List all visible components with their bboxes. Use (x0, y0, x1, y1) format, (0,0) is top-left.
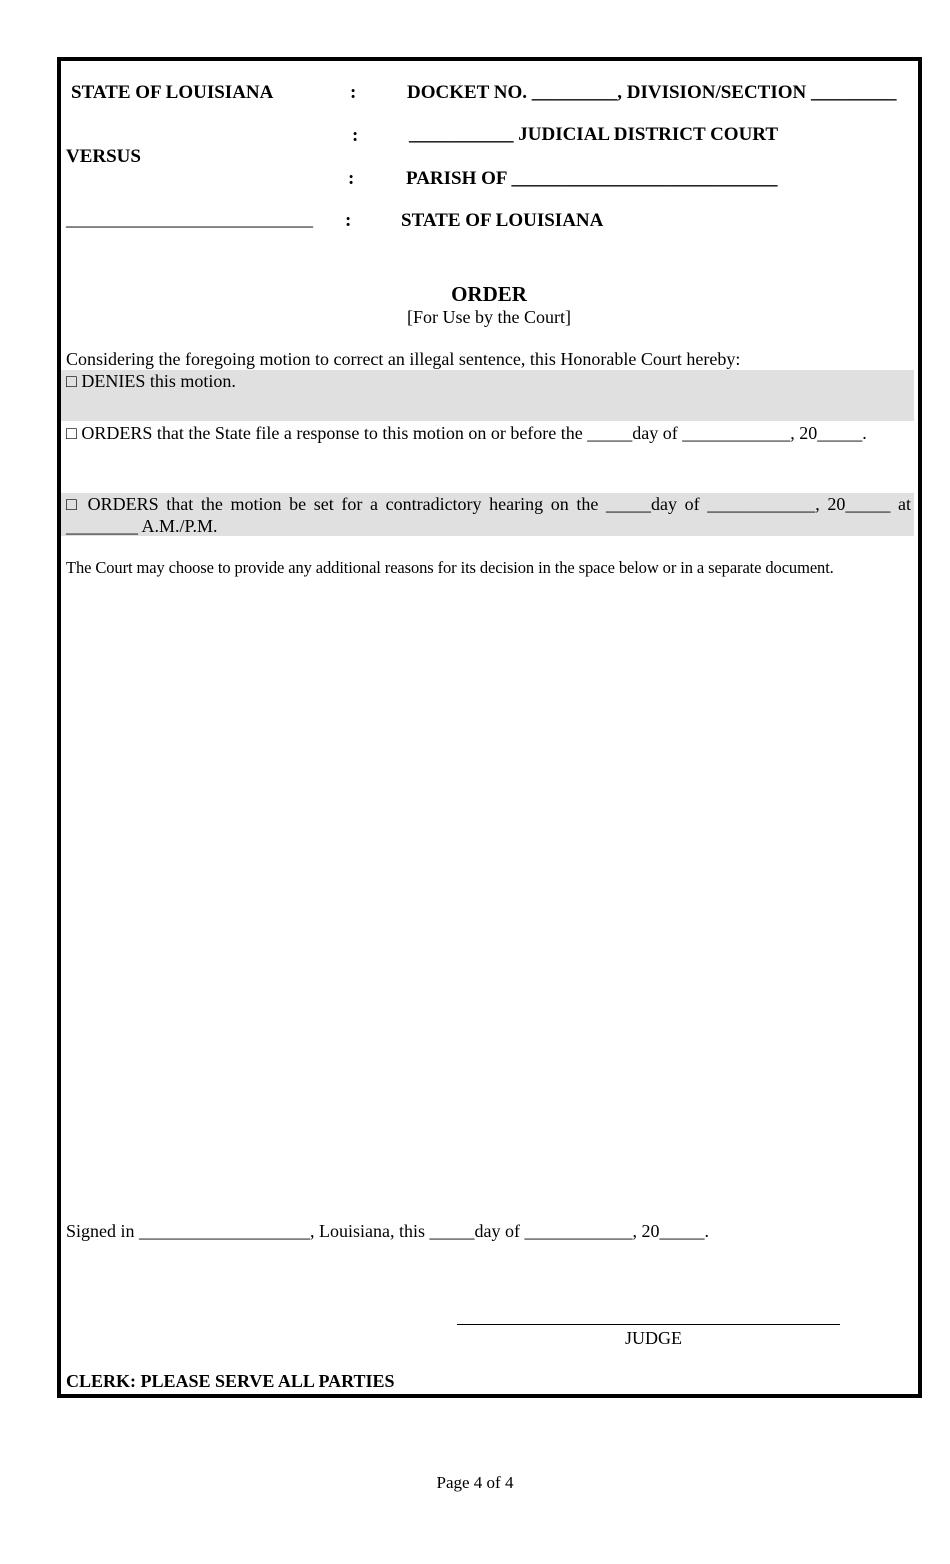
judge-signature-line (457, 1324, 840, 1325)
reasons-note: The Court may choose to provide any additional reasons for its decision in the space below or in a separate document. (66, 558, 834, 577)
caption-colon-1: : (350, 82, 357, 103)
caption-versus: VERSUS (66, 146, 141, 167)
signed-line: Signed in ___________________, Louisiana, this _____day of ____________, 20_____. (66, 1221, 709, 1241)
caption-state-right: STATE OF LOUISIANA (401, 210, 604, 231)
caption-parish: PARISH OF ____________________________ (406, 168, 778, 189)
order-subtitle: [For Use by the Court] (407, 307, 571, 327)
order-title: ORDER (451, 282, 527, 306)
judge-label: JUDGE (625, 1328, 682, 1348)
option-hearing-line1: □ ORDERS that the motion be set for a contradictory hearing on the _____day of ____________, 20_____ at (66, 494, 911, 514)
caption-colon-4: : (345, 210, 352, 231)
option-response: □ ORDERS that the State file a response to this motion on or before the _____day of ____________, 20_____. (66, 423, 867, 443)
caption-court: ___________ JUDICIAL DISTRICT COURT (409, 124, 779, 145)
option-hearing-line2: ________ A.M./P.M. (66, 516, 218, 536)
caption-state-left: STATE OF LOUISIANA (71, 82, 274, 103)
intro-text: Considering the foregoing motion to correct an illegal sentence, this Honorable Court hereby: (66, 349, 741, 369)
caption-colon-3: : (348, 168, 355, 189)
caption-docket: DOCKET NO. _________, DIVISION/SECTION _________ (407, 82, 897, 103)
caption-colon-2: : (352, 125, 359, 146)
caption-defendant-blank: __________________________ (66, 209, 313, 230)
page-number: Page 4 of 4 (436, 1473, 514, 1492)
clerk-note: CLERK: PLEASE SERVE ALL PARTIES (66, 1371, 395, 1391)
option-denies: □ DENIES this motion. (66, 371, 236, 391)
form-frame (57, 57, 922, 1398)
